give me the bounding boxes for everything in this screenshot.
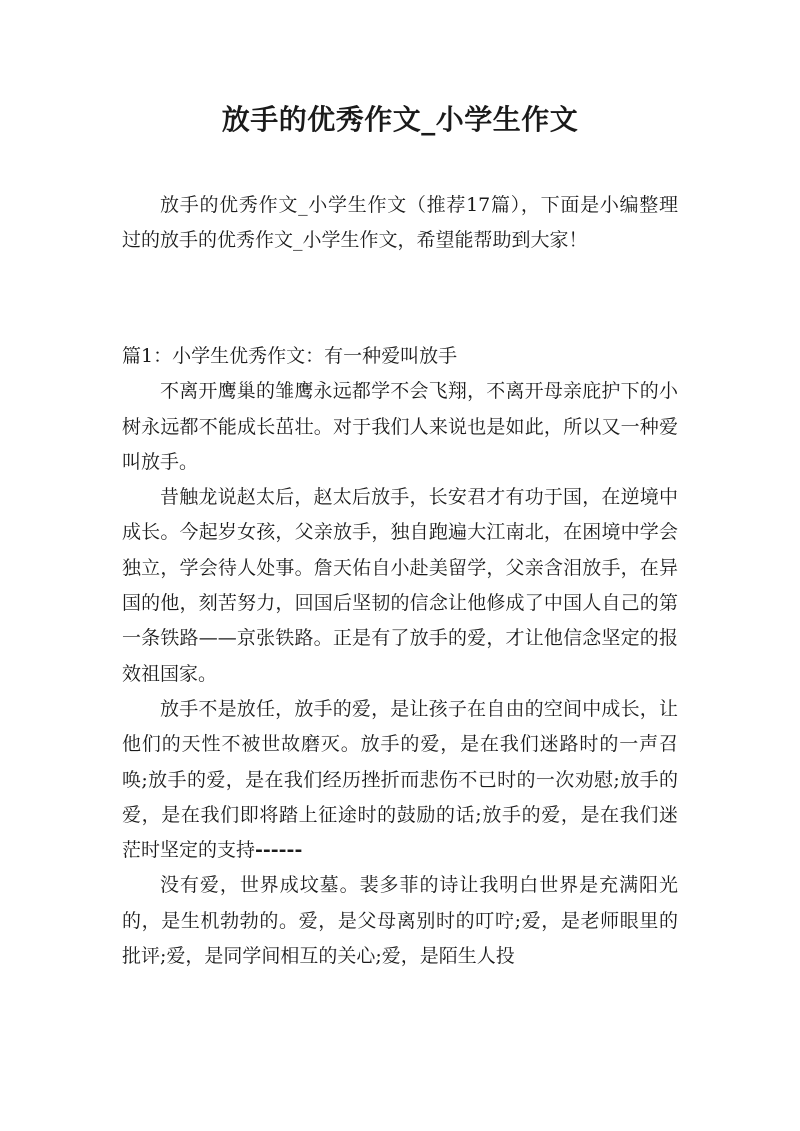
- body-paragraph-1: 不离开鹰巢的雏鹰永远都学不会飞翔，不离开母亲庇护下的小树永远都不能成长茁壮。对于我们人来说也是如此，所以又一种爱叫放手。: [122, 380, 678, 473]
- body-paragraph-3-text: 放手不是放任，放手的爱，是让孩子在自由的空间中成长，让他们的天性不被世故磨灭。放手的爱，是在我们迷路时的一声召唤;放手的爱，是在我们经历挫折而悲伤不已时的一次劝慰;放手的爱，是在我们即将踏上征途时的鼓励的话;放手的爱，是在我们迷茫时坚定的支持: [122, 697, 678, 862]
- intro-paragraph: 放手的优秀作文_小学生作文（推荐17篇），下面是小编整理过的放手的优秀作文_小学生作文，希望能帮助到大家！: [122, 194, 678, 252]
- intro-block: [122, 188, 678, 259]
- section-heading: 篇1：小学生优秀作文：有一种爱叫放手: [122, 345, 458, 367]
- body-paragraph-3-dashes: ------: [255, 839, 303, 862]
- body-paragraph-3: [122, 692, 678, 868]
- article-body: [122, 339, 678, 974]
- body-paragraph-4: 没有爱，世界成坟墓。裴多菲的诗让我明白世界是充满阳光的，是生机勃勃的。爱，是父母离别时的叮咛;爱，是老师眼里的批评;爱，是同学间相互的关心;爱，是陌生人投: [122, 874, 678, 968]
- document-title: 放手的优秀作文_小学生作文: [221, 103, 579, 136]
- body-paragraph-2: 昔触龙说赵太后，赵太后放手，长安君才有功于国，在逆境中成长。今起岁女孩，父亲放手，独自跑遍大江南北，在困境中学会独立，学会待人处事。詹天佑自小赴美留学，父亲含泪放手，在异国的他，刻苦努力，回国后坚韧的信念让他修成了中国人自己的第一条铁路——京张铁路。正是有了放手的爱，才让他信念坚定的报效祖国家。: [122, 486, 678, 685]
